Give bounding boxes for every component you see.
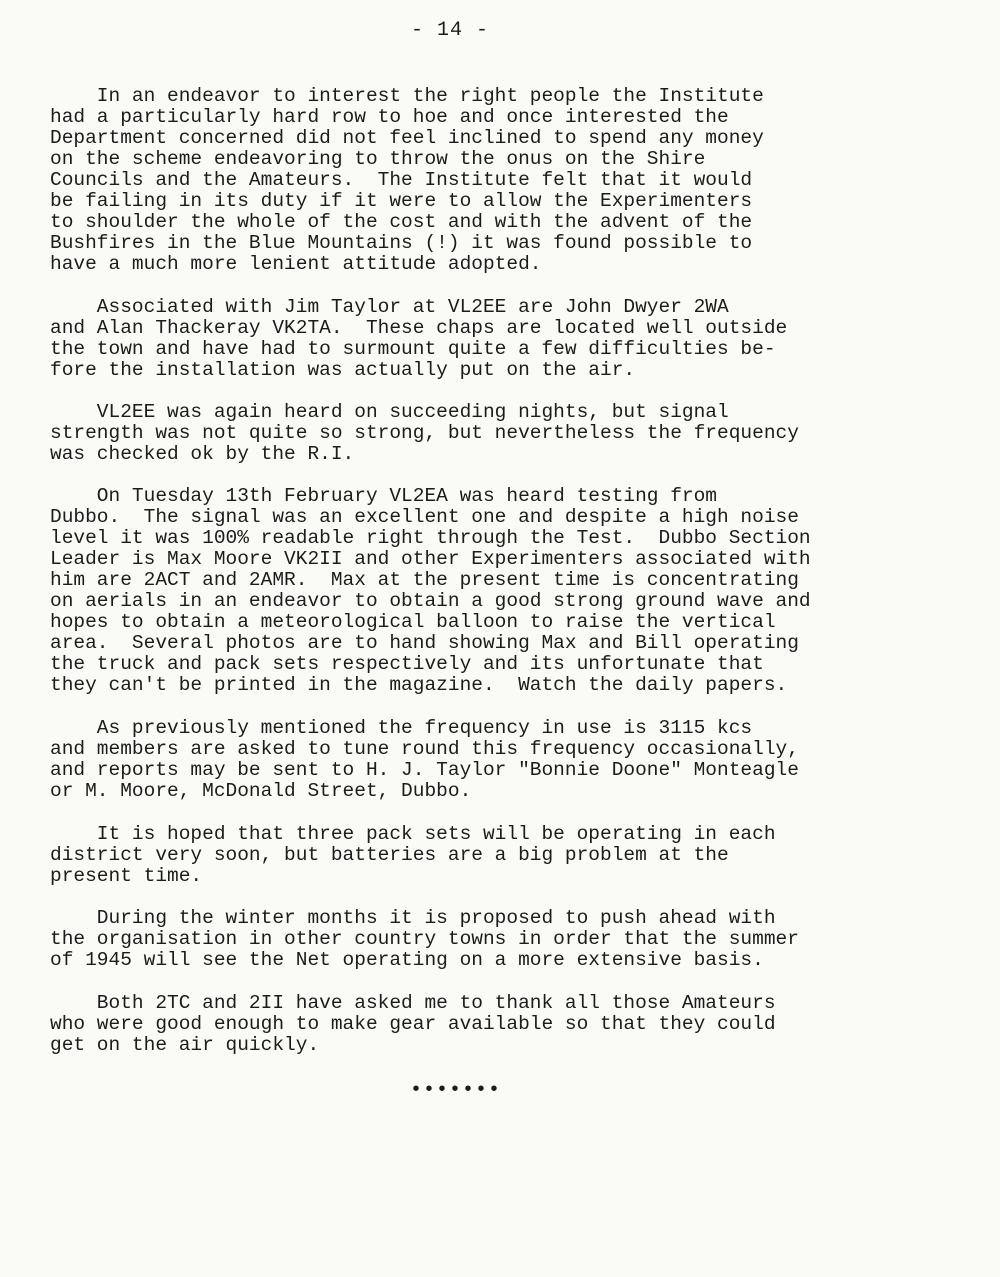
text-line: or M. Moore, McDonald Street, Dubbo.	[50, 780, 472, 802]
text-line: who were good enough to make gear available so that they could	[50, 1013, 776, 1035]
paragraph-institute-endeavor	[50, 86, 930, 275]
text-line: and reports may be sent to H. J. Taylor "Bonnie Doone" Monteagle	[50, 759, 799, 781]
text-line: It is hoped that three pack sets will be operating in each	[50, 823, 776, 845]
text-line: get on the air quickly.	[50, 1034, 320, 1056]
text-line: Both 2TC and 2II have asked me to thank all those Amateurs	[50, 992, 776, 1014]
text-line: Associated with Jim Taylor at VL2EE are John Dwyer 2WA	[50, 296, 729, 318]
text-line: On Tuesday 13th February VL2EA was heard testing from	[50, 485, 718, 507]
text-line: present time.	[50, 865, 203, 887]
text-line: be failing in its duty if it were to allow the Experimenters	[50, 190, 753, 212]
text-line: Leader is Max Moore VK2II and other Experimenters associated with	[50, 548, 811, 570]
text-line: Department concerned did not feel inclined to spend any money	[50, 127, 764, 149]
text-line: on aerials in an endeavor to obtain a good strong ground wave and	[50, 590, 811, 612]
text-line: VL2EE was again heard on succeeding nights, but signal	[50, 401, 729, 423]
paragraph-thanks	[50, 993, 930, 1056]
paragraph-pack-sets	[50, 824, 930, 887]
text-line: have a much more lenient attitude adopted.	[50, 253, 542, 275]
text-line: level it was 100% readable right through the Test. Dubbo Section	[50, 527, 811, 549]
text-line: was checked ok by the R.I.	[50, 443, 355, 465]
text-line: on the scheme endeavoring to throw the onus on the Shire	[50, 148, 706, 170]
text-line: hopes to obtain a meteorological balloon to raise the vertical	[50, 611, 776, 633]
text-line: they can't be printed in the magazine. Watch the daily papers.	[50, 674, 788, 696]
text-line: the truck and pack sets respectively and its unfortunate that	[50, 653, 764, 675]
text-line: him are 2ACT and 2AMR. Max at the present time is concentrating	[50, 569, 799, 591]
text-line: and Alan Thackeray VK2TA. These chaps are located well outside	[50, 317, 788, 339]
text-line: of 1945 will see the Net operating on a more extensive basis.	[50, 949, 764, 971]
text-line: Councils and the Amateurs. The Institute felt that it would	[50, 169, 753, 191]
text-line: to shoulder the whole of the cost and with the advent of the	[50, 211, 753, 233]
paragraph-dubbo-test	[50, 486, 930, 696]
text-line: the organisation in other country towns in order that the summer	[50, 928, 799, 950]
paragraph-winter-months	[50, 908, 930, 971]
paragraph-frequency	[50, 718, 930, 802]
text-line: As previously mentioned the frequency in use is 3115 kcs	[50, 717, 753, 739]
text-line: fore the installation was actually put on the air.	[50, 359, 636, 381]
text-line: strength was not quite so strong, but nevertheless the frequency	[50, 422, 799, 444]
text-line: had a particularly hard row to hoe and once interested the	[50, 106, 729, 128]
text-line: In an endeavor to interest the right people the Institute	[50, 85, 764, 107]
end-mark: •••••••	[410, 1079, 502, 1102]
text-line: Bushfires in the Blue Mountains (!) it was found possible to	[50, 232, 753, 254]
paragraph-associated	[50, 297, 930, 381]
text-line: and members are asked to tune round this frequency occasionally,	[50, 738, 799, 760]
text-line: district very soon, but batteries are a big problem at the	[50, 844, 729, 866]
text-line: area. Several photos are to hand showing Max and Bill operating	[50, 632, 799, 654]
text-line: During the winter months it is proposed to push ahead with	[50, 907, 776, 929]
text-line: the town and have had to surmount quite a few difficulties be-	[50, 338, 776, 360]
text-line: Dubbo. The signal was an excellent one and despite a high noise	[50, 506, 799, 528]
paragraph-vl2ee	[50, 402, 930, 465]
page-number: - 14 -	[410, 19, 489, 42]
